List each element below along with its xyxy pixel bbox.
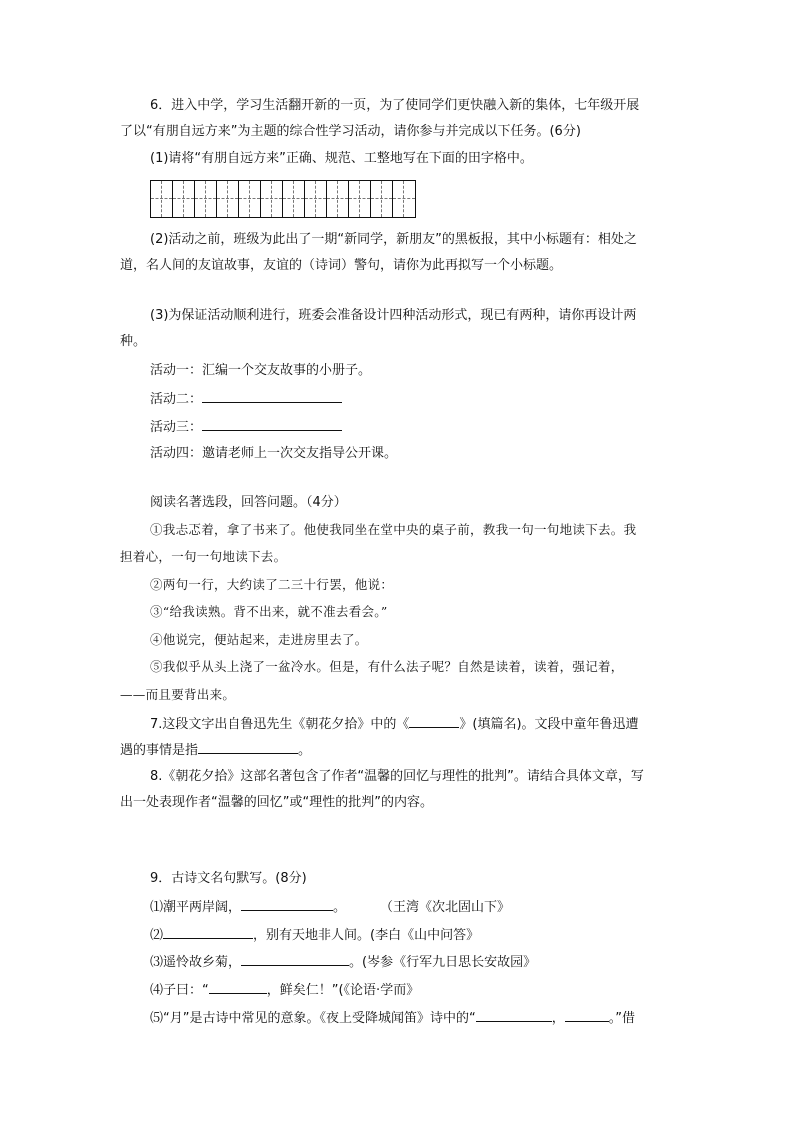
tianzige-cell[interactable] (327, 181, 349, 217)
q9-item4-a: ⑷子曰：“ (150, 983, 209, 998)
activity-3 (150, 417, 342, 437)
cell-guide-vertical (205, 181, 206, 217)
q9-item3-a: ⑶遥怜故乡菊， (150, 955, 242, 970)
tianzige-cell[interactable] (283, 181, 305, 217)
q9-item2 (150, 925, 479, 945)
q9-item1-source: （王湾《次北固山下》 (380, 900, 511, 915)
tianzige-cell[interactable] (305, 181, 327, 217)
q9-item3-b: 。(岑参《行军九日思长安故园》 (349, 955, 537, 970)
cell-guide-vertical (161, 181, 162, 217)
activity-3-blank[interactable] (202, 417, 342, 431)
q9-item5-a: ⑸“月”是古诗中常见的意象。《夜上受降城闻笛》诗中的“ (150, 1011, 476, 1026)
q9-item5-blank1[interactable] (476, 1008, 552, 1022)
q9-item4-blank[interactable] (209, 980, 267, 994)
q9-item1-b: 。 (333, 900, 347, 915)
q6-part3-line1: (3)为保证活动顺利进行，班委会准备设计四种活动形式，现已有两种，请你再设计两 (150, 308, 637, 323)
q9-item3-blank[interactable] (241, 952, 349, 966)
q6-part1: (1)请将“有朋自远方来”正确、规范、工整地写在下面的田字格中。 (150, 151, 533, 166)
activity-4: 活动四：邀请老师上一次交友指导公开课。 (150, 446, 398, 461)
q9-item2-b: ，别有天地非人间。(李白《山中问答》 (253, 928, 480, 943)
q7-text-b: 》(填篇名)。文段中童年鲁迅遭 (459, 717, 639, 732)
tianzige-cell[interactable] (151, 181, 173, 217)
cell-guide-vertical (249, 181, 250, 217)
q6-part2-line1: (2)活动之前，班级为此出了一期“新同学，新朋友”的黑板报，其中小标题有：相处之 (150, 232, 637, 247)
q6-intro-line1: 6．进入中学，学习生活翻开新的一页，为了使同学们更快融入新的集体，七年级开展 (150, 98, 640, 113)
cell-guide-vertical (337, 181, 338, 217)
cell-guide-vertical (183, 181, 184, 217)
q7-line1 (150, 714, 639, 734)
q7-title-blank[interactable] (409, 714, 459, 728)
q7-line2 (120, 740, 311, 760)
q9-item1-a: ⑴潮平两岸阔， (150, 900, 242, 915)
tianzige-cell[interactable] (195, 181, 217, 217)
reading-heading: 阅读名著选段，回答问题。（4分） (150, 495, 347, 510)
cell-guide-vertical (359, 181, 360, 217)
q9-item4 (150, 980, 419, 1000)
passage-s1-line1: ①我忐忑着，拿了书来了。他使我同坐在堂中央的桌子前，教我一句一句地读下去。我 (150, 522, 637, 537)
q6-intro-line2: 了以“有朋自远方来”为主题的综合性学习活动，请你参与并完成以下任务。(6分) (120, 124, 581, 139)
tianzige-cell[interactable] (393, 181, 415, 217)
tianzige-cell[interactable] (371, 181, 393, 217)
tianzige-cell[interactable] (349, 181, 371, 217)
passage-s3: ③“给我读熟。背不出来，就不准去看会。” (150, 604, 388, 619)
tianzige-cell[interactable] (173, 181, 195, 217)
passage-s1-line2: 担着心，一句一句地读下去。 (120, 549, 287, 564)
activity-1: 活动一：汇编一个交友故事的小册子。 (150, 363, 372, 378)
q9-item1-blank[interactable] (241, 897, 333, 911)
cell-guide-vertical (293, 181, 294, 217)
q8-line1: 8.《朝花夕拾》这部名著包含了作者“温馨的回忆与理性的批判”。请结合具体文章，写 (150, 769, 644, 784)
tianzige-cell[interactable] (239, 181, 261, 217)
q9-item5-blank2[interactable] (565, 1008, 609, 1022)
passage-s5-line1: ⑤我似乎从头上浇了一盆冷水。但是，有什么法子呢？自然是读着，读着，强记着， (150, 659, 624, 674)
tianzige-cell[interactable] (261, 181, 283, 217)
q6-part2-line2: 道，名人间的友谊故事，友谊的（诗词）警句，请你为此再拟写一个小标题。 (120, 258, 563, 273)
q9-item2-a: ⑵ (150, 928, 164, 943)
q7-text-c: 遇的事情是指 (120, 743, 199, 758)
activity-2-label: 活动二： (150, 392, 203, 407)
q7-event-blank[interactable] (198, 740, 298, 754)
activity-3-label: 活动三： (150, 420, 203, 435)
cell-guide-vertical (227, 181, 228, 217)
q9-item1 (150, 897, 510, 917)
tianzige-cell[interactable] (217, 181, 239, 217)
q9-item4-b: ，鲜矣仁！”(《论语·学而》 (266, 983, 420, 998)
activity-2-blank[interactable] (202, 389, 342, 403)
cell-guide-vertical (381, 181, 382, 217)
cell-guide-vertical (271, 181, 272, 217)
q9-item2-blank[interactable] (163, 925, 253, 939)
q7-text-a: 7.这段文字出自鲁迅先生《朝花夕拾》中的《 (150, 717, 410, 732)
q9-item5-c: 。”借 (608, 1011, 635, 1026)
passage-s2: ②两句一行，大约读了二三十行罢，他说： (150, 577, 394, 592)
q7-text-d: 。 (298, 743, 312, 758)
cell-guide-vertical (315, 181, 316, 217)
q8-line2: 出一处表现作者“温馨的回忆”或“理性的批判”的内容。 (120, 795, 433, 810)
tianzige-grid[interactable] (150, 180, 416, 218)
cell-guide-horizontal (393, 198, 415, 199)
cell-guide-vertical (403, 181, 404, 217)
passage-s4: ④他说完，便站起来，走进房里去了。 (150, 632, 368, 647)
activity-2 (150, 389, 342, 409)
q6-part3-line2: 种。 (120, 334, 147, 349)
passage-s5-line2: ——而且要背出来。 (120, 687, 236, 702)
q9-item3 (150, 952, 536, 972)
q9-heading: 9．古诗文名句默写。(8分) (150, 871, 307, 886)
q9-item5-b: ， (551, 1011, 565, 1026)
q9-item5 (150, 1008, 635, 1028)
